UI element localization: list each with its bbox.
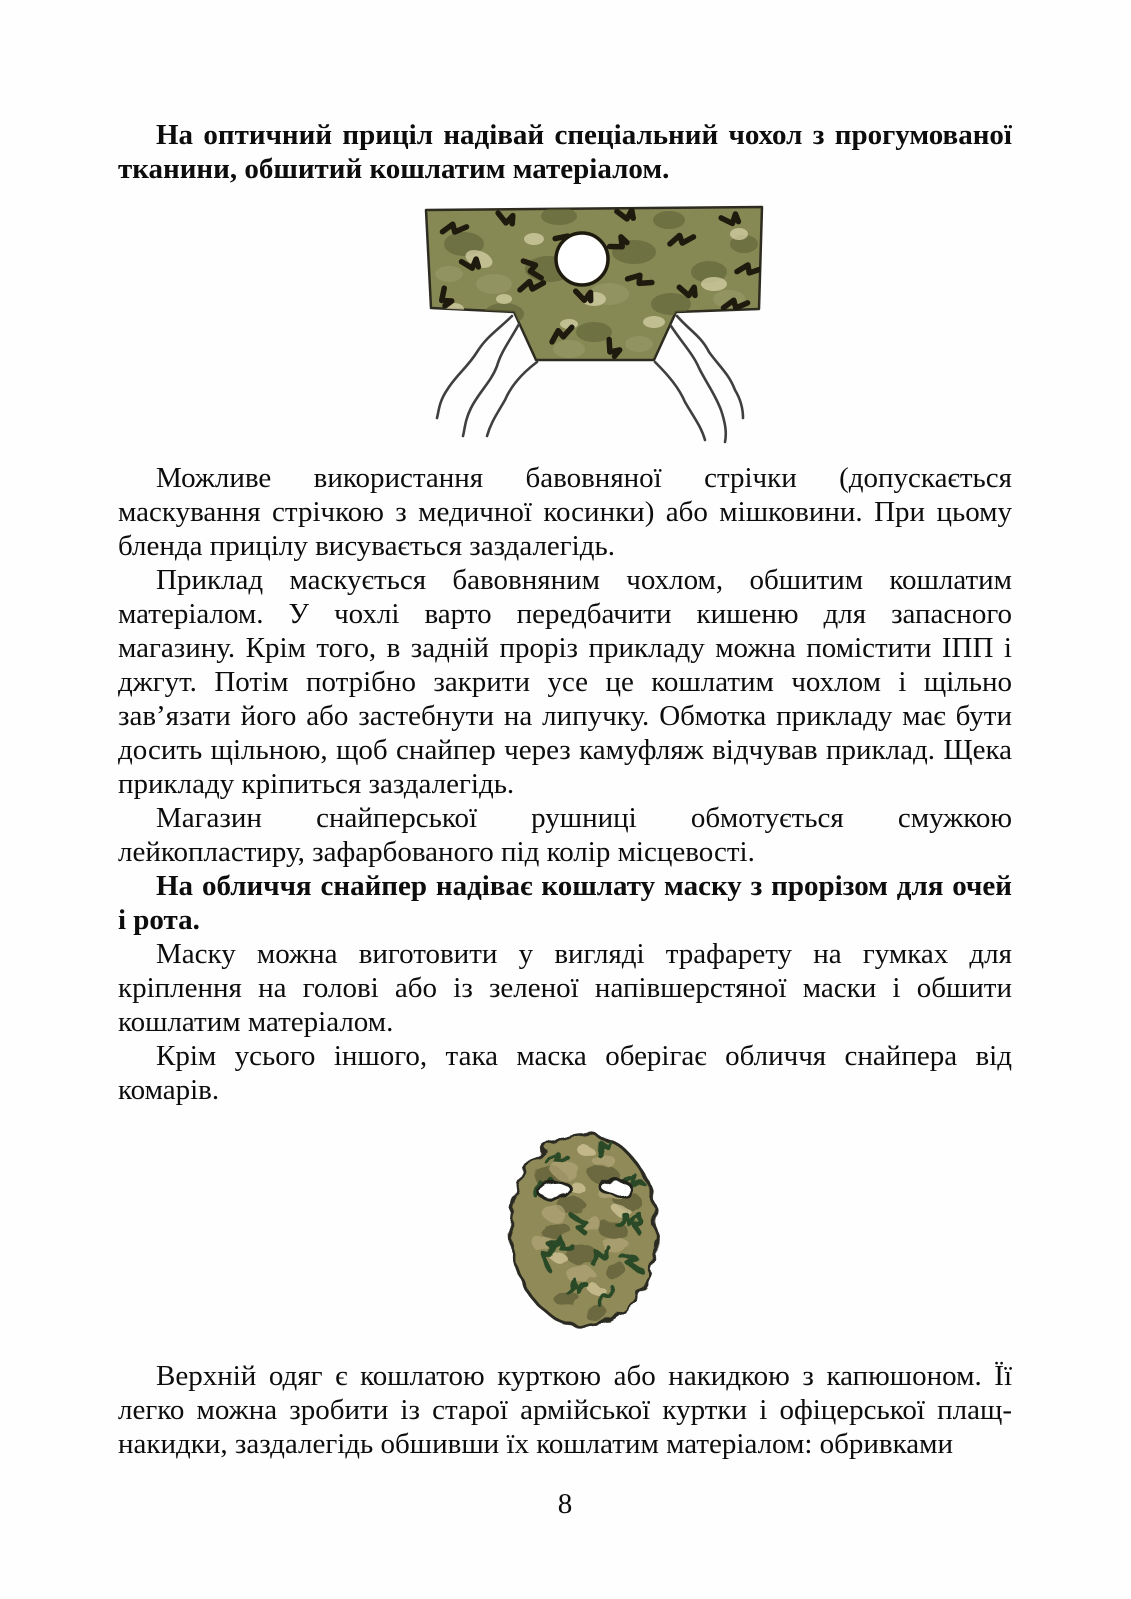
scope-hole <box>556 233 608 285</box>
scope-cover-illustration <box>409 204 767 449</box>
camouflage-mask-illustration <box>496 1123 674 1341</box>
body-paragraph-tape: Можливе використання бавовняної стрічки (допускається маскування стрічкою з медичної косинки) або мішковини. При цьому бленда прицілу висувається заздалегідь. <box>118 462 1012 562</box>
body-paragraph-mask-making: Маску можна виготовити у вигляді трафарету на гумках для кріплення на голові або із зеленої напівшерстяної маски і обшити кошлатим матеріалом. <box>118 938 1012 1038</box>
body-paragraph-magazine: Магазин снайперської рушниці обмотується смужкою лейкопластиру, зафарбованого під колір місцевості. <box>118 802 1012 868</box>
heading-scope-cover: На оптичний приціл надівай спеціальний чохол з прогумованої тканини, обшитий кошлатим матеріалом. <box>118 119 1012 185</box>
body-paragraph-stock: Приклад маскується бавовняним чохлом, обшитим кошлатим матеріалом. У чохлі варто передбачити кишеню для запасного магазину. Крім того, в задній проріз прикладу можна помістити ІПП і джгут. Потім потрібно закрити усе це кошлатим чохлом і щільно зав’язати його або застебнути на липучку. Обмотка прикладу має бути досить щільною, щоб снайпер через камуфляж відчував приклад. Щека прикладу кріпиться заздалегідь. <box>118 564 1012 800</box>
page-number: 8 <box>557 1488 573 1520</box>
body-paragraph-outerwear: Верхній одяг є кошлатою курткою або накидкою з капюшоном. Її легко можна зробити із старої армійської куртки і офіцерської плащ-накидки, заздалегідь обшивши їх кошлатим матеріалом: обривками <box>118 1360 1012 1460</box>
heading-face-mask: На обличчя снайпер надіває кошлату маску з прорізом для очей і рота. <box>118 870 1012 936</box>
page-content <box>118 0 1012 1521</box>
scope-cover-figure <box>141 204 1035 449</box>
camouflage-mask-figure <box>138 1123 1032 1341</box>
body-paragraph-mosquitoes: Крім усього іншого, така маска оберігає обличчя снайпера від комарів. <box>118 1040 1012 1106</box>
